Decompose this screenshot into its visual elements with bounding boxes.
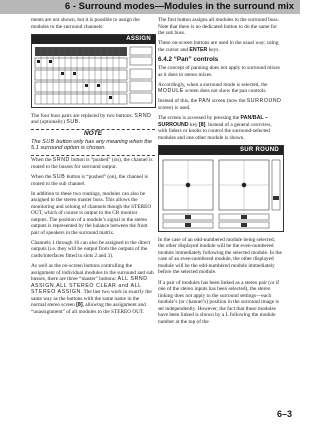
note-heading: NOTE [83, 130, 103, 138]
paragraph: ments are not shown, but it is possible to assign the modules to the surround channels: [31, 17, 140, 30]
srnd-term: SRND [52, 157, 70, 164]
right-column [158, 17, 282, 329]
assign-screen-figure [31, 34, 156, 108]
paragraph: When the SRND button is “pushed” (on), the channel is routed to the busses for surround output. [31, 157, 153, 170]
paragraph: If a pair of modules has been linked as a stereo pair (or if one of the stereo inputs has been selected), the stereo linking does not apply to the surround settings—each module’s (or channel’s) position in the surround image is set independently. However, the fact that these modules have been linked is shown by a L following the module number at the top of the [158, 279, 280, 325]
screen-title: ASSIGN [126, 35, 151, 42]
enter-key: ENTER [189, 46, 208, 53]
srnd-term: SRND [134, 112, 152, 119]
reference: [8] [76, 302, 83, 309]
paragraph: When the SUB button is “pushed” (on), the channel is routed to the sub channel. [31, 174, 148, 187]
paragraph: As well as the on-screen buttons controlling the assignment of individual modules to the surround and sub busses, there are three “master” buttons: ALL SRND ASSIGN,ALL STEREO CLEAR and ALL STEREO ASSIGN. The last two work in exactly the same way as the buttons with the same name in the normal stereo screen [8], allowing the assignment and “unassignment” of all modules to the STEREO OUT. [31, 263, 154, 315]
sub-term: SUB [66, 119, 79, 126]
surround-key: PAN/BAL – SURROUND [158, 115, 268, 128]
master-buttons-term: ALL SRND ASSIGN,ALL STEREO CLEAR and ALL STEREO ASSIGN [31, 276, 148, 296]
surround-screen-graphic [159, 146, 283, 231]
paragraph: Channels 1 through 16 can also be assigned to the direct outputs (i.e. they will be output from the outputs of the cards/interfaces fitted in slots 2 and 3). [31, 239, 151, 260]
page-number: 6–3 [276, 409, 292, 419]
sub-term: SUB [42, 138, 55, 145]
note-text: The SUB button only has any meaning when the 5.1 surround option is chosen. [31, 138, 153, 152]
paragraph: The screen is accessed by pressing the PAN/BAL – SURROUND key [8]. Instead of a general overview, with faders or knobs to control the surround-selected modules and one other module is shown. [158, 115, 272, 141]
page-header [0, 0, 300, 14]
chapter-title: 6 - Surround modes—Modules in the surround mix [64, 1, 294, 12]
paragraph: Accordingly, when a surround mode is selected, the MODULE screen does not show the pan controls. [158, 81, 268, 95]
surround-term: SURROUND [246, 98, 282, 105]
paragraph: Instead of this, the PAN screen (now the SURROUND screen) is used. [158, 98, 282, 112]
paragraph: In the case of an odd-numbered module being selected, the other displayed module will be the even-numbered module immediately following the selected module. In the case of an even-numbered module, the other displayed module will be the odd-numbered module immediately before the selected module. [158, 236, 282, 276]
surround-screen-figure [158, 145, 284, 232]
paragraph: In addition to these two routings, modules can also be assigned to the stereo master buss. This allows the monitoring and soloing of channels though the STEREO OUT, which of course is output to the CR monitor outputs. The position of a module’s signal in the stereo outputs is represented by the balance between the front pair of speakers in the surround matrix. [31, 190, 152, 236]
sub-term: SUB [52, 174, 66, 181]
module-term: MODULE [158, 88, 184, 95]
paragraph: These on-screen buttons are used in the usual way; using the cursor and ENTER keys. [158, 40, 279, 53]
pan-term: PAN [198, 98, 211, 105]
paragraph: The concept of panning does not apply to surround mixes as it does to stereo mixes. [158, 65, 280, 78]
paragraph: The four buss pairs are replaced by two buttons: SRND and (optionally) SUB. [31, 112, 152, 126]
screen-title: SUR ROUND [239, 146, 279, 153]
reference: [8] [198, 121, 206, 128]
paragraph: The first button assigns all modules to the surround buss. Note that there is no dedicated button to do the same for the sub buss. [158, 17, 279, 37]
assign-screen-graphic [32, 35, 155, 107]
section-heading: 6.4.2 “Pan” controls [158, 55, 219, 63]
left-column [31, 17, 155, 319]
